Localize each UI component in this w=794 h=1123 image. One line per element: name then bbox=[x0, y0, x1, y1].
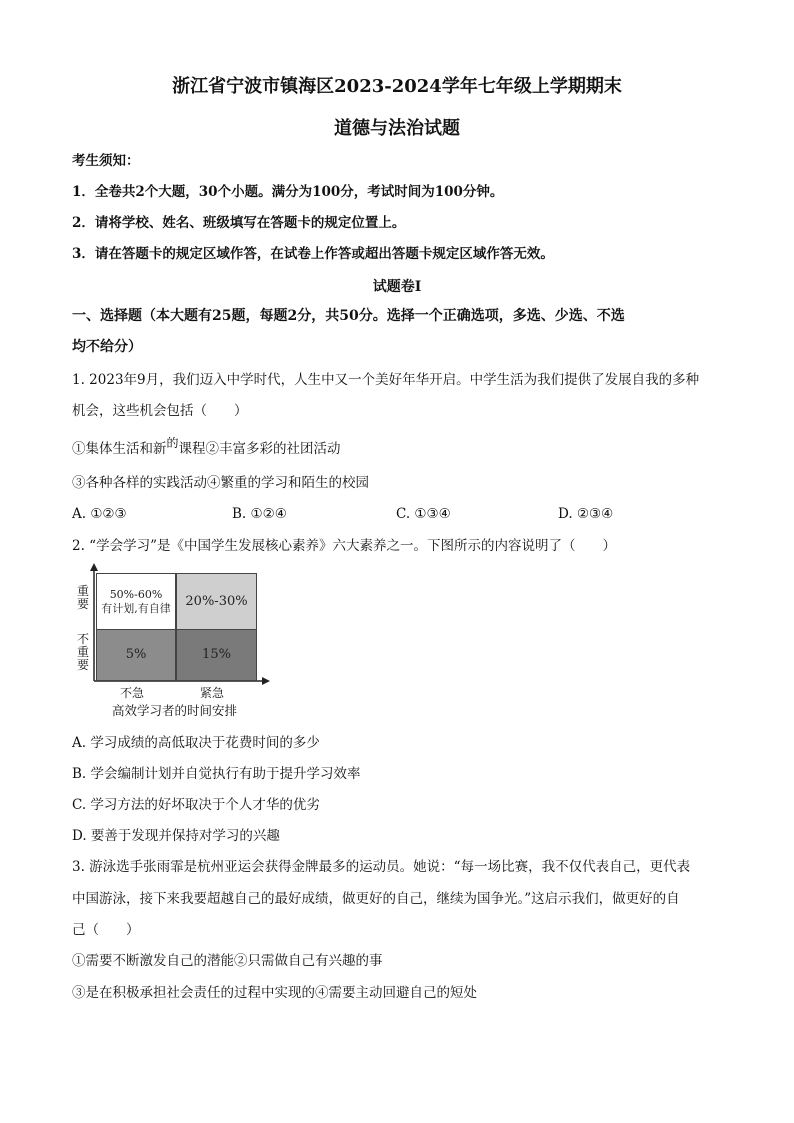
q1-option-d: D. ②③④ bbox=[558, 506, 614, 522]
y-label-not-important: 不重要 bbox=[76, 632, 89, 672]
matrix-cell-important-not-urgent bbox=[96, 573, 176, 630]
q2-stem: 2. “学会学习”是《中国学生发展核心素养》六大素养之一。下图所示的内容说明了（ ） bbox=[72, 538, 616, 554]
y-axis-arrow-icon bbox=[90, 563, 98, 571]
matrix-cell-not-important-not-urgent bbox=[96, 629, 176, 681]
q1-option-c: C. ①③④ bbox=[396, 506, 451, 522]
q1-item-text-b: 课程②丰富多彩的社团活动 bbox=[178, 441, 341, 457]
part-one-heading-line1: 一、选择题（本大题有25题，每题2分，共50分。选择一个正确选项，多选、少选、不选 bbox=[72, 308, 625, 324]
page-subtitle: 道德与法治试题 bbox=[334, 118, 460, 139]
section-title: 试题卷Ⅰ bbox=[372, 279, 422, 295]
notice-heading: 考生须知： bbox=[72, 153, 140, 169]
cell-tr-value: 20%-30% bbox=[185, 593, 248, 609]
q3-items-line1: ①需要不断激发自己的潜能②只需做自己有兴趣的事 bbox=[72, 953, 383, 969]
notice-item-3: 3．请在答题卡的规定区域作答，在试卷上作答或超出答题卡规定区域作答无效。 bbox=[72, 246, 554, 262]
q2-option-d: D. 要善于发现并保持对学习的兴趣 bbox=[72, 828, 280, 844]
q2-option-a: A. 学习成绩的高低取决于花费时间的多少 bbox=[72, 735, 320, 751]
q2-option-b: B. 学会编制计划并自觉执行有助于提升学习效率 bbox=[72, 766, 361, 782]
cell-br-value: 15% bbox=[202, 647, 231, 662]
x-axis-arrow-icon bbox=[262, 677, 270, 685]
cell-bl-value: 5% bbox=[125, 647, 147, 662]
notice-item-1: 1．全卷共2个大题，30个小题。满分为100分，考试时间为100分钟。 bbox=[72, 184, 504, 200]
page-title: 浙江省宁波市镇海区2023-2024学年七年级上学期期末 bbox=[172, 76, 622, 97]
q1-item-text-a: ①集体生活和新 bbox=[72, 441, 167, 457]
x-label-not-urgent: 不急 bbox=[120, 686, 145, 700]
q1-stem-line1: 1. 2023年9月，我们迈入中学时代，人生中又一个美好年华开启。中学生活为我们提供了发展自我的多种 bbox=[72, 372, 700, 388]
x-label-urgent: 紧急 bbox=[200, 686, 225, 700]
cell-tl-line2: 有计划,有自律 bbox=[101, 601, 171, 615]
q2-option-c: C. 学习方法的好坏取决于个人才华的优劣 bbox=[72, 797, 320, 813]
cell-tl-line1: 50%-60% bbox=[109, 587, 163, 601]
y-label-important: 重要 bbox=[76, 584, 89, 611]
q3-stem-line3: 己（ ） bbox=[72, 922, 140, 938]
matrix-cell-not-important-urgent bbox=[176, 629, 257, 681]
figure-caption: 高效学习者的时间安排 bbox=[112, 703, 238, 718]
q2-figure bbox=[72, 563, 272, 723]
q1-option-a: A. ①②③ bbox=[72, 506, 127, 522]
q1-stem-line2: 机会，这些机会包括（ ） bbox=[72, 403, 248, 419]
q1-items-line2: ③各种各样的实践活动④繁重的学习和陌生的校园 bbox=[72, 475, 369, 491]
q1-option-b: B. ①②④ bbox=[232, 506, 287, 522]
q3-stem-line1: 3. 游泳选手张雨霏是杭州亚运会获得金牌最多的运动员。她说：“每一场比赛，我不仅代表自己，更代表 bbox=[72, 859, 691, 875]
part-one-heading-line2: 均不给分） bbox=[72, 339, 142, 355]
q1-items-line1 bbox=[72, 436, 341, 458]
matrix-cell-important-urgent bbox=[176, 573, 257, 630]
notice-item-2: 2．请将学校、姓名、班级填写在答题卡的规定位置上。 bbox=[72, 215, 406, 231]
q3-items-line2: ③是在积极承担社会责任的过程中实现的④需要主动回避自己的短处 bbox=[72, 985, 477, 1001]
q1-item-superscript: 的 bbox=[166, 436, 179, 450]
q3-stem-line2: 中国游泳，接下来我要超越自己的最好成绩，做更好的自己，继续为国争光。”这启示我们，做更好的自 bbox=[72, 891, 680, 907]
